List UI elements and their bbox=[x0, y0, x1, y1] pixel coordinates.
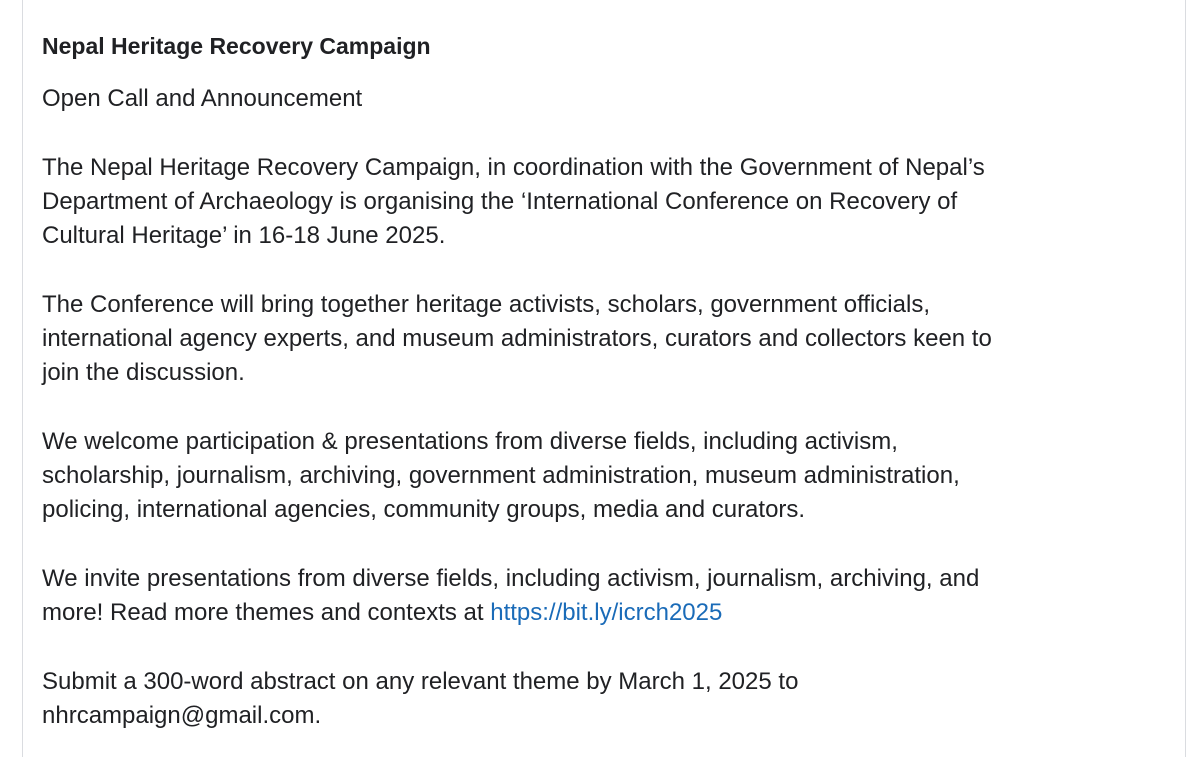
paragraph-line-with-link bbox=[42, 596, 1162, 630]
paragraph-line: join the discussion. bbox=[42, 359, 245, 386]
paragraph-line: Department of Archaeology is organising the ‘International Conference on Recovery of bbox=[42, 188, 958, 215]
paragraph-line: international agency experts, and museum administrators, curators and collectors keen to bbox=[42, 325, 992, 352]
paragraph-line: Submit a 300-word abstract on any relevant theme by March 1, 2025 to bbox=[42, 668, 799, 695]
post-content bbox=[42, 30, 1162, 757]
paragraph-announcement bbox=[42, 151, 1162, 253]
link-prefix-text: more! Read more themes and contexts at bbox=[42, 599, 491, 626]
paragraph-line: Cultural Heritage’ in 16-18 June 2025. bbox=[42, 222, 446, 249]
email-address-text: nhrcampaign@gmail.com. bbox=[42, 702, 322, 729]
themes-link[interactable]: https://bit.ly/icrch2025 bbox=[490, 599, 723, 626]
paragraph-line: We invite presentations from diverse fields, including activism, journalism, archiving, and bbox=[42, 565, 980, 592]
paragraph-conference-audience bbox=[42, 288, 1162, 390]
paragraph-invite bbox=[42, 562, 1162, 630]
post-subtitle: Open Call and Announcement bbox=[42, 85, 363, 112]
paragraph-participation bbox=[42, 425, 1162, 527]
paragraph-line: We welcome participation & presentations from diverse fields, including activism, bbox=[42, 428, 898, 455]
paragraph-line: The Conference will bring together heritage activists, scholars, government officials, bbox=[42, 291, 930, 318]
post-card bbox=[22, 0, 1186, 757]
paragraph-submission bbox=[42, 665, 1162, 733]
paragraph-line: scholarship, journalism, archiving, government administration, museum administration, bbox=[42, 462, 960, 489]
post-title: Nepal Heritage Recovery Campaign bbox=[42, 33, 431, 59]
paragraph-line: The Nepal Heritage Recovery Campaign, in coordination with the Government of Nepal’s bbox=[42, 154, 985, 181]
paragraph-line: policing, international agencies, community groups, media and curators. bbox=[42, 496, 806, 523]
